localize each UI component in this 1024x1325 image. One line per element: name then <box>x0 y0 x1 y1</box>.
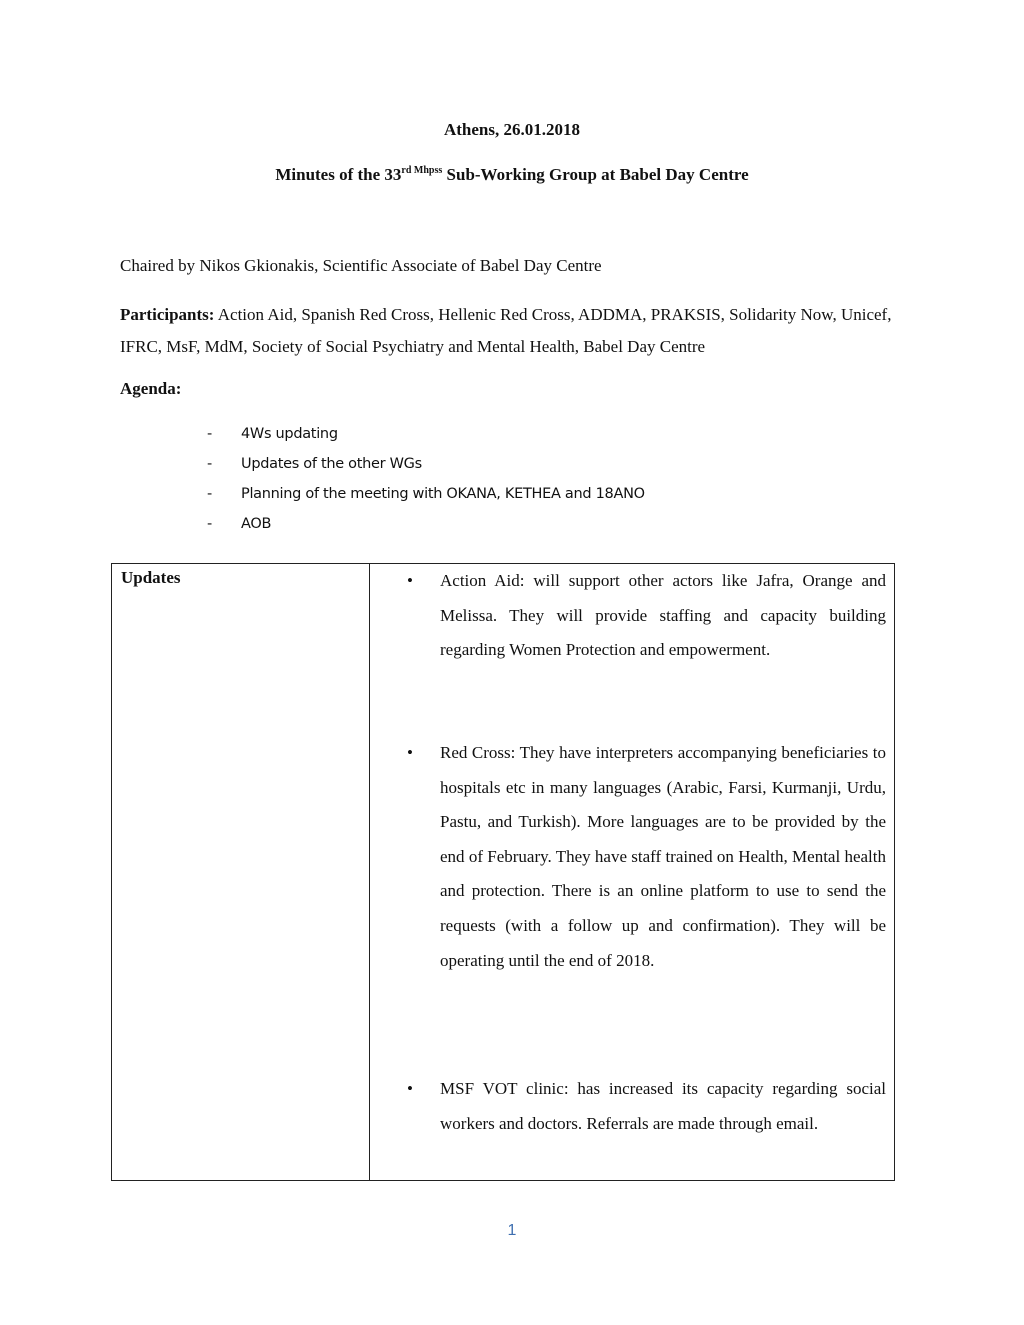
updates-table <box>111 563 895 1181</box>
dash-bullet: - <box>207 426 212 442</box>
agenda-label: Agenda: <box>120 379 182 398</box>
update-item <box>407 736 886 978</box>
agenda-item-text: Updates of the other WGs <box>241 456 422 472</box>
title-superscript: rd Mhpss <box>401 165 443 176</box>
agenda-item-text: Planning of the meeting with OKANA, KETHEA and 18ANO <box>241 486 645 502</box>
title-prefix: Minutes of the 33 <box>275 165 402 184</box>
participants-list: Action Aid, Spanish Red Cross, Hellenic Red Cross, ADDMA, PRAKSIS, Solidarity Now, Unicef, IFRC, MsF, MdM, Society of Social Psychiatry and Mental Health, Babel Day Centre <box>120 305 892 356</box>
update-item <box>407 1072 886 1141</box>
bullet-icon: • <box>407 1079 413 1098</box>
updates-label: Updates <box>121 568 181 587</box>
update-item-text: Red Cross: They have interpreters accompanying beneficiaries to hospitals etc in many languages (Arabic, Farsi, Kurmanji, Urdu, Pastu, and Turkish). More languages are to be provided by the end of February. They have staff trained on Health, Mental health and protection. There is an online platform to use to send the requests (with a follow up and confirmation). They will be operating until the end of 2018. <box>440 743 886 970</box>
bullet-icon: • <box>407 571 413 590</box>
chair-line: Chaired by Nikos Gkionakis, Scientific Associate of Babel Day Centre <box>120 256 602 275</box>
update-item <box>407 564 886 668</box>
title-suffix: Sub-Working Group at Babel Day Centre <box>442 165 749 184</box>
dash-bullet: - <box>207 516 212 532</box>
agenda-item-text: 4Ws updating <box>241 426 338 442</box>
page-number: 1 <box>507 1222 517 1239</box>
participants-label: Participants: <box>120 305 215 324</box>
document-date: Athens, 26.01.2018 <box>443 120 580 139</box>
update-item-text: MSF VOT clinic: has increased its capacity regarding social workers and doctors. Referrals are made through email. <box>440 1079 886 1133</box>
update-item-text: Action Aid: will support other actors like Jafra, Orange and Melissa. They will provide staffing and capacity building regarding Women Protection and empowerment. <box>440 571 886 660</box>
bullet-icon: • <box>407 743 413 762</box>
table-column-divider <box>369 564 370 1180</box>
document-title <box>0 165 1024 185</box>
participants-paragraph <box>120 299 905 363</box>
agenda-item-text: AOB <box>241 516 272 532</box>
dash-bullet: - <box>207 456 212 472</box>
dash-bullet: - <box>207 486 212 502</box>
